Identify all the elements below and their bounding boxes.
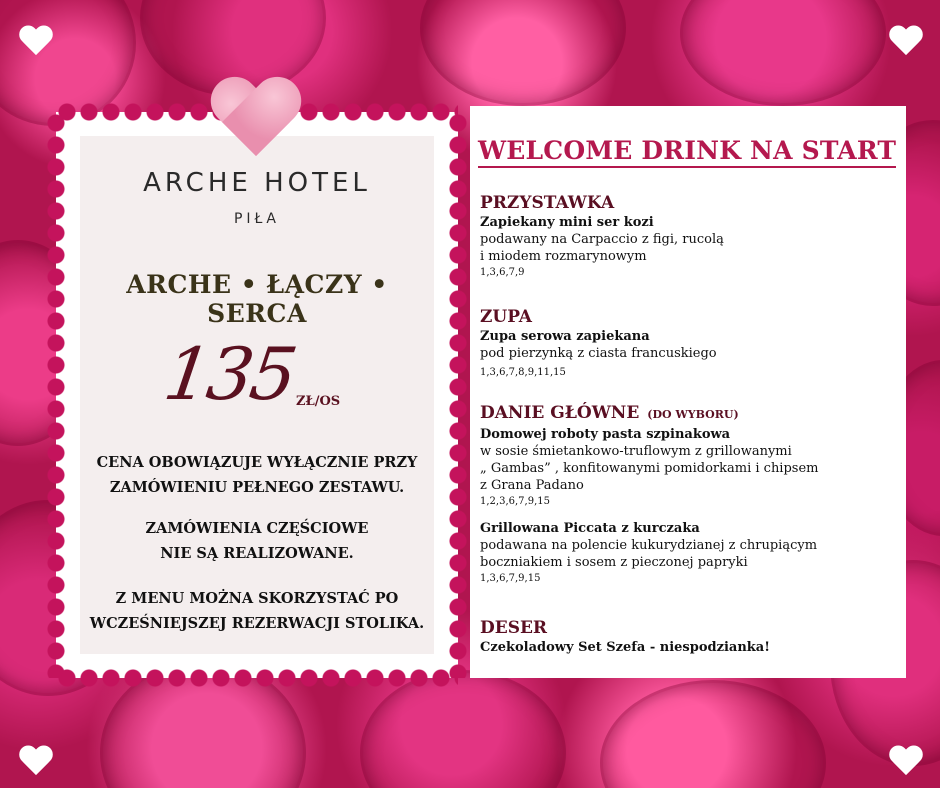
dish-description: i miodem rozmarynowym bbox=[480, 249, 647, 264]
menu-section-dessert bbox=[480, 617, 900, 656]
slogan: ARCHE • ŁĄCZY • SERCA bbox=[126, 270, 388, 328]
section-heading: ZUPA bbox=[480, 307, 532, 327]
heart-icon bbox=[888, 746, 924, 778]
menu-title: WELCOME DRINK NA START bbox=[478, 136, 896, 168]
price-value: 135 bbox=[159, 332, 300, 416]
notice-partial-orders: ZAMÓWIENIA CZĘŚCIOWE NIE SĄ REALIZOWANE. bbox=[145, 520, 369, 562]
price-unit: ZŁ/OS bbox=[296, 394, 341, 409]
heart-icon bbox=[18, 746, 54, 778]
dish-description: z Grana Padano bbox=[480, 478, 584, 493]
pink-heart-icon bbox=[208, 78, 304, 164]
allergens: 1,3,6,7,9,15 bbox=[480, 573, 541, 584]
dish-name: Zapiekany mini ser kozi bbox=[480, 215, 654, 230]
hotel-logo-city: PIŁA bbox=[233, 211, 281, 227]
section-heading: DESER bbox=[480, 618, 548, 638]
allergens: 1,3,6,7,8,9,11,15 bbox=[480, 367, 566, 378]
dish-description: podawany na Carpaccio z figi, rucolą bbox=[480, 232, 724, 247]
menu-section-soup bbox=[480, 306, 900, 381]
dish-name: Grillowana Piccata z kurczaka bbox=[480, 521, 700, 536]
heart-icon bbox=[18, 26, 54, 58]
dish-name: Domowej roboty pasta szpinakowa bbox=[480, 427, 731, 442]
heart-icon bbox=[888, 26, 924, 58]
allergens: 1,2,3,6,7,9,15 bbox=[480, 496, 550, 507]
section-heading: DANIE GŁÓWNE (DO WYBORU) bbox=[480, 403, 739, 423]
notice-full-set: CENA OBOWIĄZUJE WYŁĄCZNIE PRZY ZAMÓWIENIU PEŁNEGO ZESTAWU. bbox=[96, 454, 418, 496]
dish-description: w sosie śmietankowo-truflowym z grillowanymi bbox=[480, 444, 792, 459]
section-heading: PRZYSTAWKA bbox=[480, 193, 615, 213]
dish-description: pod pierzynką z ciasta francuskiego bbox=[480, 346, 717, 361]
menu-section-starter bbox=[480, 192, 900, 281]
menu-section-main bbox=[480, 402, 900, 587]
dish-name: Zupa serowa zapiekana bbox=[480, 329, 650, 344]
dish-description: boczniakiem i sosem z pieczonej papryki bbox=[480, 555, 748, 570]
notice-reservation: Z MENU MOŻNA SKORZYSTAĆ PO WCZEŚNIEJSZEJ REZERWACJI STOLIKA. bbox=[89, 590, 425, 632]
allergens: 1,3,6,7,9 bbox=[480, 267, 525, 278]
dish-description: „ Gambas” , konfitowanymi pomidorkami i chipsem bbox=[480, 461, 819, 476]
dish-name: Czekoladowy Set Szefa - niespodzianka! bbox=[480, 640, 770, 655]
dish-description: podawana na polencie kukurydzianej z chrupiącym bbox=[480, 538, 818, 553]
section-heading-note: (DO WYBORU) bbox=[647, 408, 739, 421]
hotel-logo-name: ARCHE HOTEL bbox=[143, 168, 371, 198]
